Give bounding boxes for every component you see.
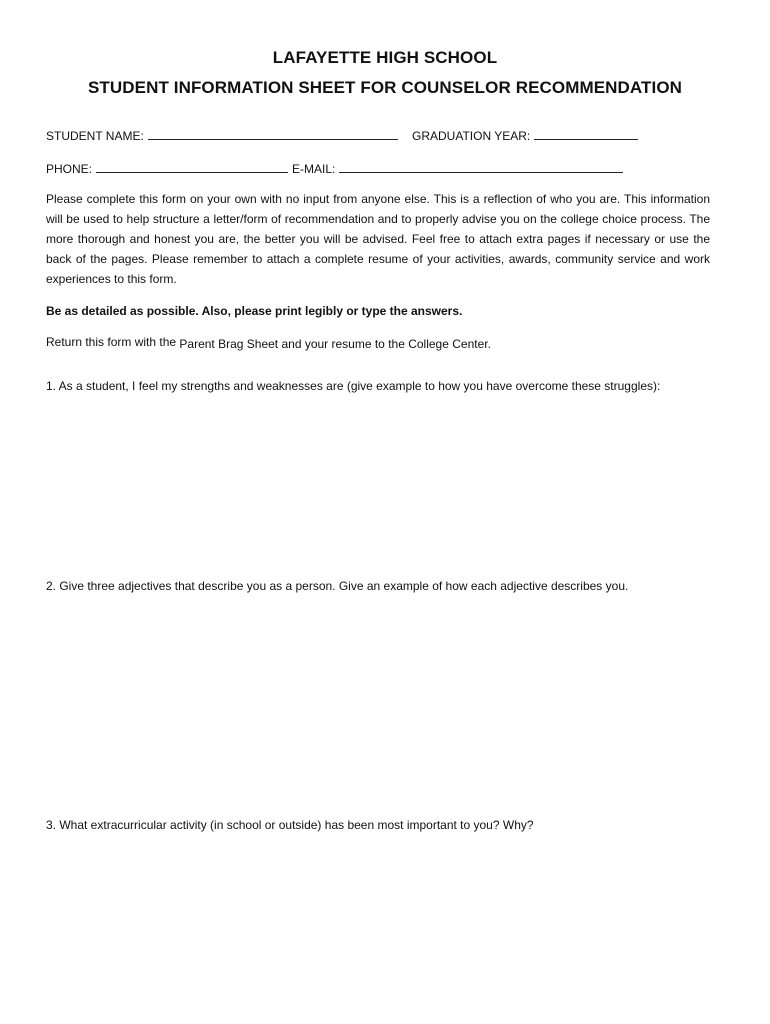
- question-1: 1. As a student, I feel my strengths and weaknesses are (give example to how you have overcome these struggles):: [46, 379, 661, 393]
- instructions-paragraph: Please complete this form on your own with no input from anyone else. This is a reflection of who you are. This information will be used to help structure a letter/form of recommendation and to properly advise you on the college choice process. The more thorough and honest you are, the better you will be advised. Feel free to attach extra pages if necessary or use the back of the pages. Please remember to attach a complete resume of your activities, awards, community service and work experiences to this form.: [46, 192, 710, 286]
- answer-area-1[interactable]: [46, 400, 726, 570]
- graduation-year-label: GRADUATION YEAR:: [412, 129, 531, 143]
- email-field[interactable]: [292, 161, 623, 176]
- graduation-year-field[interactable]: [412, 128, 638, 143]
- school-name: LAFAYETTE HIGH SCHOOL: [272, 48, 498, 67]
- student-name-label: STUDENT NAME:: [46, 129, 144, 143]
- question-2: 2. Give three adjectives that describe you as a person. Give an example of how each adjective describes you.: [46, 579, 629, 593]
- email-label: E-MAIL:: [292, 162, 336, 176]
- answer-area-3[interactable]: [46, 840, 726, 1010]
- question-3: 3. What extracurricular activity (in school or outside) has been most important to you? Why?: [46, 818, 534, 832]
- return-suffix: Parent Brag Sheet and your resume to the College Center.: [179, 337, 491, 351]
- instructions-emphasis: Be as detailed as possible. Also, please print legibly or type the answers.: [46, 304, 463, 318]
- student-name-blank[interactable]: [148, 128, 398, 140]
- return-prefix: Return this form with the: [46, 335, 177, 349]
- graduation-year-blank[interactable]: [534, 128, 638, 140]
- email-blank[interactable]: [339, 161, 623, 173]
- return-instructions: [46, 335, 491, 349]
- phone-blank[interactable]: [96, 161, 288, 173]
- answer-area-2[interactable]: [46, 600, 726, 810]
- form-title: STUDENT INFORMATION SHEET FOR COUNSELOR RECOMMENDATION: [87, 78, 683, 97]
- phone-label: PHONE:: [46, 162, 93, 176]
- phone-field[interactable]: [46, 161, 288, 176]
- student-name-field[interactable]: [46, 128, 398, 143]
